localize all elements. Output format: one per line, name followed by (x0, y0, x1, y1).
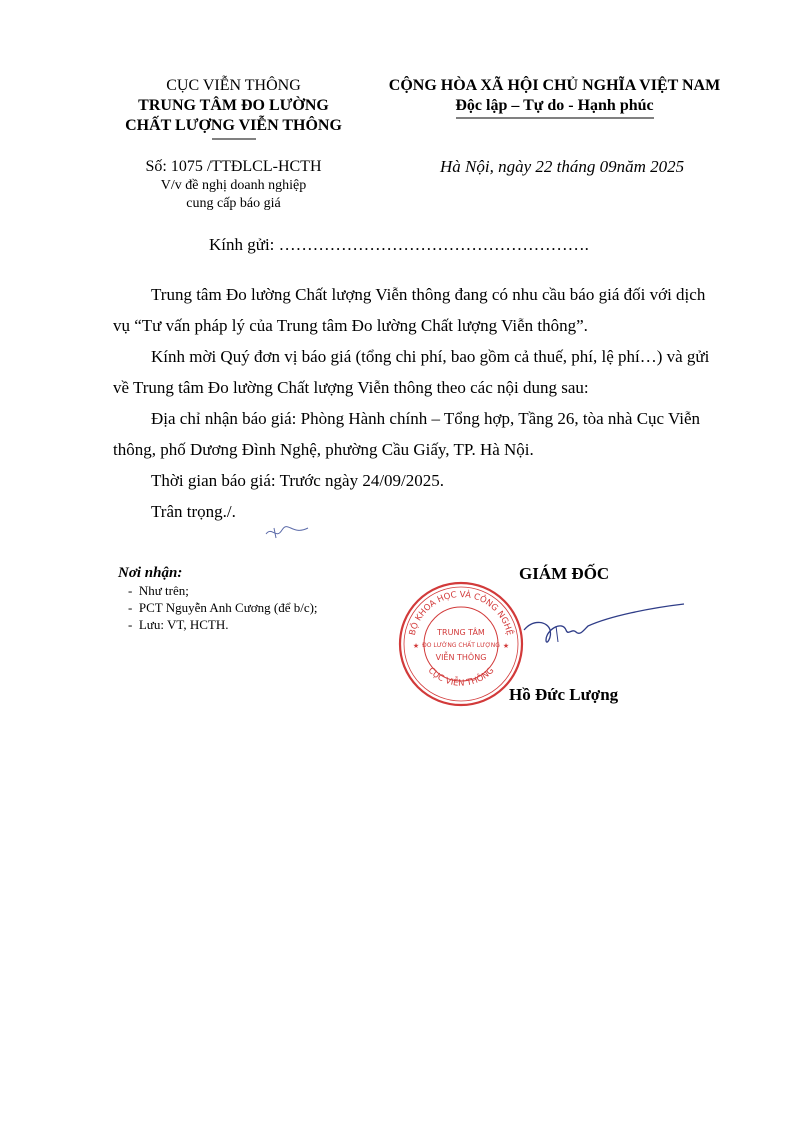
seal-inner-line2: ĐO LƯỜNG CHẤT LƯỢNG (422, 642, 500, 649)
center-name-line1: TRUNG TÂM ĐO LƯỜNG (138, 97, 329, 114)
doc-reference (96, 157, 371, 213)
initial-mark (262, 520, 312, 544)
subject-line2: cung cấp báo giá (186, 196, 281, 211)
official-seal (396, 579, 526, 709)
salutation: Kính gửi: ………………………………………………. (209, 235, 589, 254)
seal-outer-top-text: BỘ KHOA HỌC VÀ CÔNG NGHỆ (407, 589, 515, 637)
body-paragraph-2: Kính mời Quý đơn vị báo giá (tổng chi phí, bao gồm cả thuế, phí, lệ phí…) và gửi về Trung tâm Đo lường Chất lượng Viễn thông theo các nội dung sau: (113, 347, 710, 397)
issuer-underline (212, 138, 256, 140)
seal-outer-bottom-text: CỤC VIỄN THÔNG (425, 665, 497, 689)
director-signature (510, 600, 690, 660)
closing-line: Trân trọng./. (151, 502, 236, 521)
recipient-item: - Lưu: VT, HCTH. (128, 617, 229, 632)
subject-line1: V/v đề nghị doanh nghiệp (160, 178, 307, 193)
seal-inner-line1: TRUNG TÂM (437, 628, 485, 637)
doc-number: Số: 1075 /TTĐLCL-HCTH (145, 158, 322, 175)
recipients-block (118, 564, 378, 633)
body-paragraph-1: Trung tâm Đo lường Chất lượng Viễn thông đang có nhu cầu báo giá đối với dịch vụ “Tư vấn pháp lý của Trung tâm Đo lường Chất lượng Viễn thông”. (113, 285, 706, 335)
national-header (362, 76, 747, 116)
recipients-title: Nơi nhận: (118, 565, 183, 581)
body-paragraph-4: Thời gian báo giá: Trước ngày 24/09/2025. (151, 471, 445, 490)
national-motto: Độc lập – Tự do - Hạnh phúc (455, 97, 654, 114)
date-line: Hà Nội, ngày 22 tháng 09năm 2025 (440, 157, 685, 176)
letter-body (113, 279, 719, 527)
issuer-block (96, 76, 371, 136)
country-name: CỘNG HÒA XÃ HỘI CHỦ NGHĨA VIỆT NAM (388, 77, 721, 94)
seal-star-right-icon: ★ (502, 642, 510, 650)
recipient-item: - PCT Nguyễn Anh Cương (để b/c); (128, 600, 318, 615)
seal-inner-line3: VIỄN THÔNG (435, 653, 487, 662)
agency-name: CỤC VIỄN THÔNG (166, 77, 301, 94)
seal-star-left-icon: ★ (412, 642, 420, 650)
recipient-item: - Như trên; (128, 583, 189, 598)
motto-underline (456, 117, 654, 119)
signer-name: Hồ Đức Lượng (509, 685, 619, 704)
center-name-line2: CHẤT LƯỢNG VIỄN THÔNG (125, 117, 342, 134)
body-paragraph-3: Địa chỉ nhận báo giá: Phòng Hành chính – Tổng hợp, Tầng 26, tòa nhà Cục Viễn thông, phố Dương Đình Nghệ, phường Cầu Giấy, TP. Hà Nội. (113, 409, 701, 459)
signer-role: GIÁM ĐỐC (519, 564, 610, 583)
